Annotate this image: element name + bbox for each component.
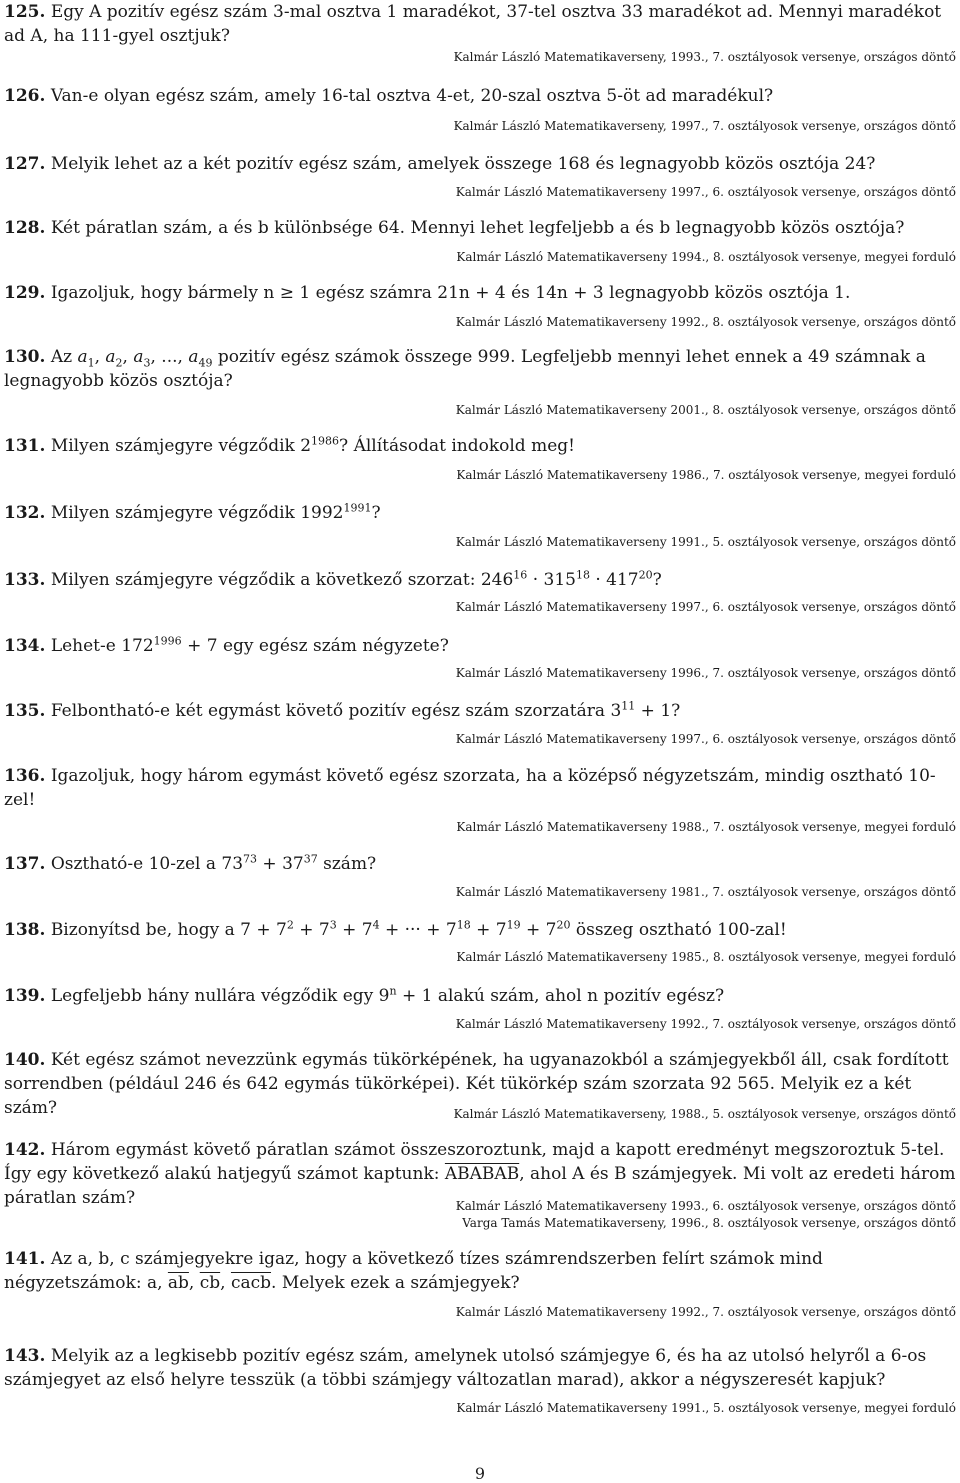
problem-source: Kalmár László Matematikaverseny 1981., 7. osztályosok versenye, országos döntő [455,885,956,899]
problem-number: 141. [4,1249,46,1269]
problem-source: Kalmár László Matematikaverseny 1992., 8. osztályosok versenye, országos döntő [455,315,956,329]
problem-number: 132. [4,503,46,523]
problem-143 [4,1344,956,1392]
problem-text: Milyen számjegyre végződik $2^{1986}$? Állításodat indokold meg! [50,434,575,456]
problem-source: Kalmár László Matematikaverseny 1997., 6. osztályosok versenye, országos döntő [455,732,956,746]
problem-text: Milyen számjegyre végződik a következő szorzat: $246^{16} \cdot 315^{18} \cdot 417^{20}$? [50,568,662,590]
problem-136 [4,764,956,812]
problem-number: 133. [4,570,46,590]
problem-number: 138. [4,920,46,940]
problem-source: Kalmár László Matematikaverseny 1985., 8. osztályosok versenye, megyei forduló [456,950,956,964]
problem-127 [4,152,956,176]
problem-129 [4,281,956,305]
problem-134 [4,634,956,658]
problem-text: Lehet-e $172^{1996} + 7$ egy egész szám négyzete? [50,634,449,656]
problem-number: 143. [4,1346,46,1366]
problem-text: Van-e olyan egész szám, amely 16-tal osztva 4-et, 20-szal osztva 5-öt ad maradékul? [50,86,774,106]
problem-text: Melyik az a legkisebb pozitív egész szám, amelynek utolsó számjegye 6, és ha az utolsó helyről a 6-os számjegyet az első helyre tesszük (a többi számjegy változatlan marad), akkor a négyszeresét kapjuk? [4,1346,927,1390]
problem-number: 137. [4,854,46,874]
problem-141 [4,1247,956,1295]
problem-text: Osztható-e 10-zel a $73^{73} + 37^{37}$ szám? [50,852,377,874]
problem-135 [4,699,956,723]
problem-source: Kalmár László Matematikaverseny 1988., 7. osztályosok versenye, megyei forduló [456,820,956,834]
problem-text: Legfeljebb hány nullára végződik egy $9^n + 1$ alakú szám, ahol n pozitív egész? [50,984,725,1006]
problem-source: Kalmár László Matematikaverseny 1994., 8. osztályosok versenye, megyei forduló [456,250,956,264]
problem-number: 126. [4,86,46,106]
problem-number: 139. [4,986,46,1006]
problem-131 [4,434,956,458]
problem-text: Milyen számjegyre végződik $1992^{1991}$? [50,501,381,523]
problem-source: Kalmár László Matematikaverseny, 1988., 5. osztályosok versenye, országos döntő [453,1107,956,1121]
problem-text: Két páratlan szám, a és b különbsége 64. Mennyi lehet legfeljebb a és b legnagyobb közös osztója? [50,218,905,238]
problem-source: Kalmár László Matematikaverseny 1991., 5. osztályosok versenye, megyei forduló [456,1401,956,1415]
problem-text: Felbontható-e két egymást követő pozitív egész szám szorzatára $3^{11} + 1$? [50,699,681,721]
problem-number: 127. [4,154,46,174]
problem-text: Az $a_1$, $a_2$, $a_3$, ..., $a_{49}$ pozitív egész számok összege 999. Legfeljebb mennyi lehet ennek a 49 számnak a legnagyobb közös osztója? [4,347,926,391]
problem-132 [4,501,956,525]
problem-126 [4,84,956,108]
problem-source: Kalmár László Matematikaverseny 1997., 6. osztályosok versenye, országos döntő [455,600,956,614]
problem-number: 128. [4,218,46,238]
problem-text: Két egész számot nevezzünk egymás tükörképének, ha ugyanazokból a számjegyekből áll, csak fordított sorrendben (például 246 és 642 egymás tükörképei). Két tükörkép szám szorzata 92 565. Melyik ez a két szám? [4,1050,949,1118]
problem-number: 134. [4,636,46,656]
problem-number: 125. [4,2,46,22]
problem-137 [4,852,956,876]
problem-128 [4,216,956,240]
problem-text: Bizonyítsd be, hogy a $7 + 7^2 + 7^3 + 7^4$ + ··· + $7^{18} + 7^{19} + 7^{20}$ összeg osztható 100-zal! [50,918,787,940]
problem-source: Kalmár László Matematikaverseny, 1993., 7. osztályosok versenye, országos döntő [453,50,956,64]
problem-number: 142. [4,1140,46,1160]
problem-text: Az a, b, c számjegyekre igaz, hogy a következő tízes számrendszerben felírt számok mind négyzetszámok: a, $\overline{ab}$, $\overline{cb}$, cacb. Melyek ezek a számjegyek? [4,1249,823,1293]
problem-133 [4,568,956,592]
problem-source: Kalmár László Matematikaverseny 1992., 7. osztályosok versenye, országos döntő [455,1017,956,1031]
problem-source: Kalmár László Matematikaverseny, 1997., 7. osztályosok versenye, országos döntő [453,119,956,133]
problem-source: Kalmár László Matematikaverseny 1992., 7. osztályosok versenye, országos döntő [455,1305,956,1319]
page-number: 9 [474,1464,486,1483]
problem-text: Melyik lehet az a két pozitív egész szám, amelyek összege 168 és legnagyobb közös osztója 24? [50,154,876,174]
problem-number: 135. [4,701,46,721]
problem-number: 140. [4,1050,46,1070]
problem-125 [4,0,956,48]
problem-138 [4,918,956,942]
problem-number: 130. [4,347,46,367]
problem-text: Egy A pozitív egész szám 3-mal osztva 1 maradékot, 37-tel osztva 33 maradékot ad. Mennyi maradékot ad A, ha 111-gyel osztjuk? [4,2,942,46]
problem-source: Kalmár László Matematikaverseny 1986., 7. osztályosok versenye, megyei forduló [456,468,956,482]
problem-source: Kalmár László Matematikaverseny 1996., 7. osztályosok versenye, országos döntő [455,666,956,680]
problem-source: Kalmár László Matematikaverseny 2001., 8. osztályosok versenye, országos döntő [455,403,956,417]
problem-number: 131. [4,436,46,456]
problem-text: Igazoljuk, hogy bármely n ≥ 1 egész számra 21n + 4 és 14n + 3 legnagyobb közös osztója 1. [50,283,851,303]
problem-source: Kalmár László Matematikaverseny 1997., 6. osztályosok versenye, országos döntő [455,185,956,199]
problem-130 [4,345,956,393]
problem-source: Kalmár László Matematikaverseny 1991., 5. osztályosok versenye, országos döntő [455,535,956,549]
problem-number: 129. [4,283,46,303]
problem-source: Varga Tamás Matematikaverseny, 1996., 8. osztályosok versenye, országos döntő [462,1216,956,1230]
problem-source: Kalmár László Matematikaverseny 1993., 6. osztályosok versenye, országos döntő [455,1199,956,1213]
problem-139 [4,984,956,1008]
problem-text: Igazoljuk, hogy három egymást követő egész szorzata, ha a középső négyzetszám, mindig osztható 10-zel! [4,766,936,810]
problem-text: Három egymást követő páratlan számot összeszoroztunk, majd a kapott eredményt megszoroztuk 5-tel. Így egy következő alakú hatjegyű számot kaptunk: ABABAB, ahol A és B számjegyek. Mi volt az eredeti három páratlan szám? [4,1140,956,1208]
problem-number: 136. [4,766,46,786]
